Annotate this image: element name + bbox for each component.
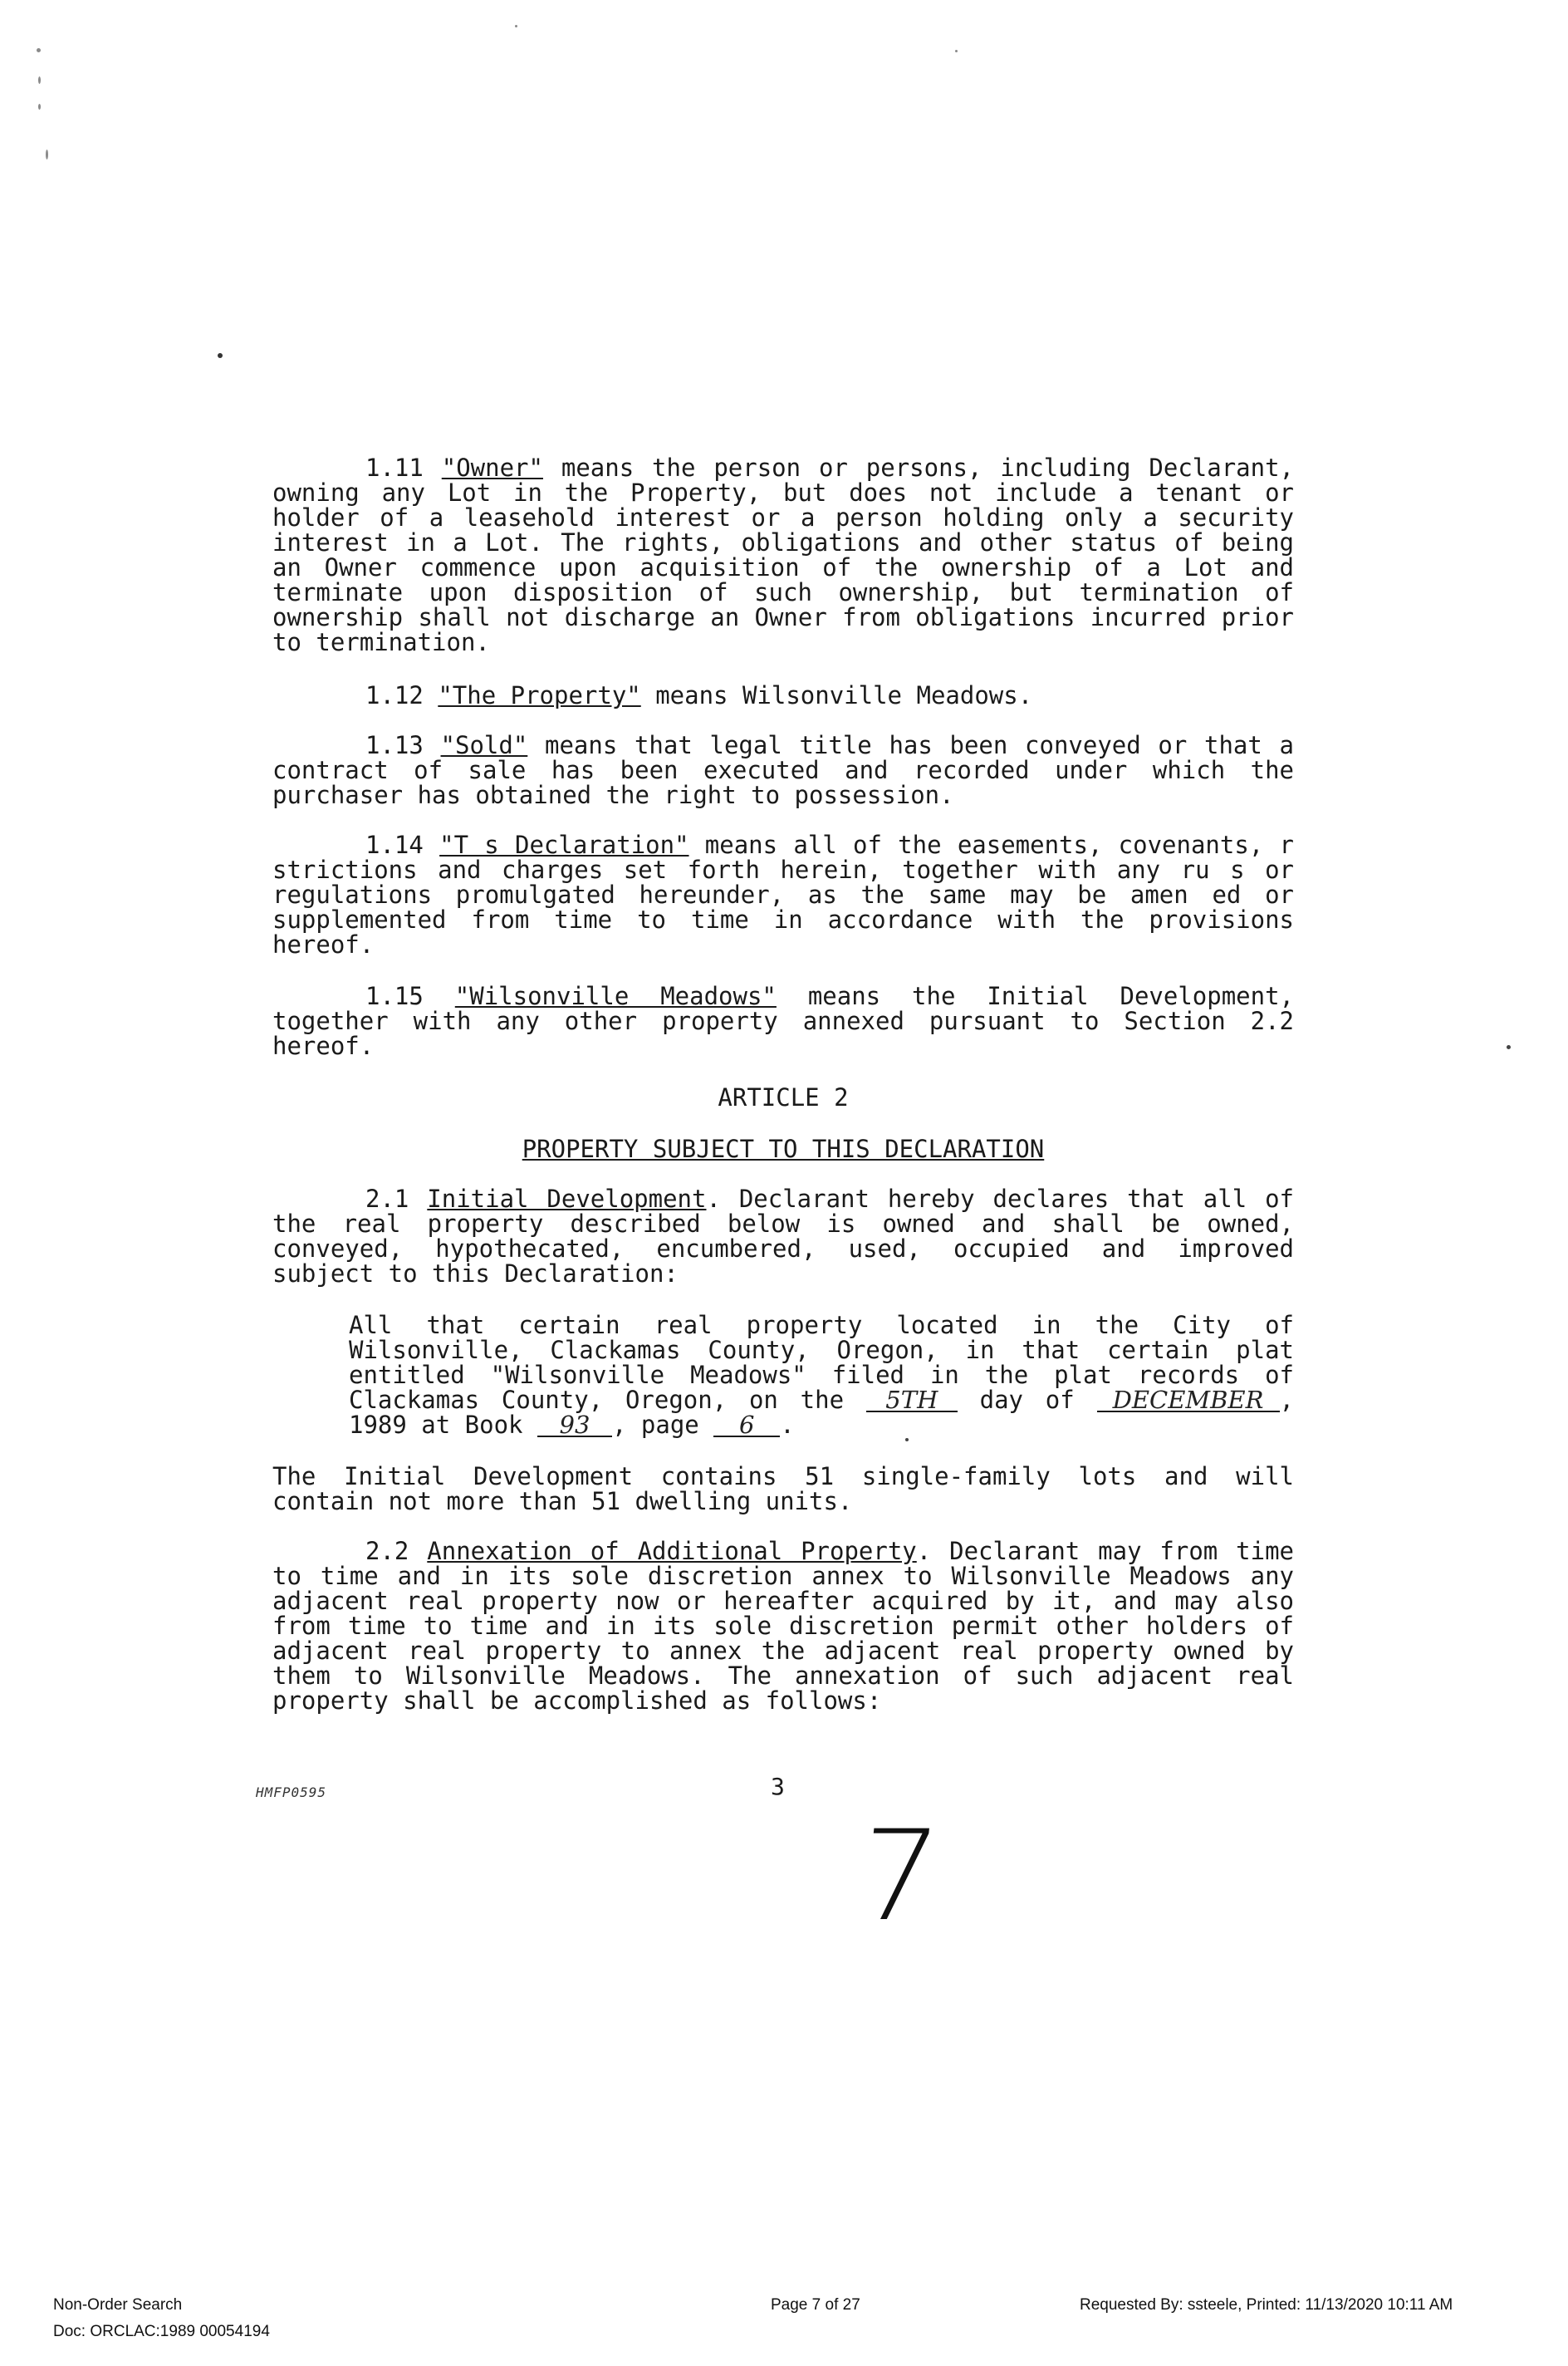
legal-text: , 1989 at Book	[349, 1386, 1294, 1439]
scan-speck	[955, 50, 958, 52]
scan-speck	[38, 104, 41, 110]
article-heading: ARTICLE 2	[718, 1083, 849, 1112]
defined-term-this-declaration: "T s Declaration"	[439, 831, 689, 859]
section-1-14	[272, 832, 1294, 957]
article-title: PROPERTY SUBJECT TO THIS DECLARATION	[522, 1135, 1045, 1163]
section-number: 1.11	[365, 454, 424, 482]
footer-doc-id: Doc: ORCLAC:1989 00054194	[53, 2323, 270, 2340]
definition-text: means that legal title has been conveyed or that a contract of sale has been executed and recorded under which the purchaser has obtained the right to possession.	[272, 731, 1294, 809]
handwritten-book: 93	[537, 1414, 612, 1437]
legal-description	[349, 1313, 1294, 1437]
section-2-1	[272, 1186, 1294, 1286]
legal-text: day of	[957, 1386, 1097, 1414]
handwritten-day: 5TH	[866, 1389, 958, 1412]
footer-page-count: Page 7 of 27	[771, 2296, 860, 2314]
section-text: . Declarant hereby declares that all of the real property described below is owned and shall be owned, conveyed, hypothecated, encumbered, used, occupied and improved subject to this Declaration:	[272, 1185, 1295, 1288]
section-text: . Declarant may from time to time and in its sole discretion annex to Wilsonville Meadows any adjacent real property now or hereafter acquired by it, and may also from time to time and in its sole discretion permit other holders of adjacent real property to annex the adjacent real property owned by them to Wilsonville Meadows. The annexation of such adjacent real property shall be accomplished as follows:	[272, 1537, 1294, 1715]
scan-speck	[218, 353, 223, 358]
definition-text: means the person or persons, including Declarant, owning any Lot in the Property, but does not include a tenant or holder of a leasehold interest or a person holding only a security interest in a Lot. The rights, obligations and other status of being an Owner commence upon acquisition of the ownership of a Lot and terminate upon disposition of such ownership, but termination of ownership shall not discharge an Owner from obligations incurred prior to termination.	[272, 454, 1294, 656]
section-number: 1.14	[365, 831, 424, 859]
defined-term-owner: "Owner"	[441, 454, 543, 482]
section-1-12	[272, 683, 1294, 708]
scan-speck	[37, 48, 41, 52]
scan-speck	[905, 1438, 909, 1441]
scan-speck	[46, 150, 48, 160]
section-number: 2.2	[365, 1537, 409, 1565]
legal-text: , page	[611, 1411, 714, 1439]
handwritten-page: 6	[713, 1414, 780, 1437]
section-2-2	[272, 1539, 1294, 1713]
section-number: 2.1	[365, 1185, 409, 1213]
handwritten-page-number: 7	[850, 1804, 946, 1949]
scan-speck	[515, 25, 517, 27]
section-number: 1.13	[365, 731, 424, 759]
section-1-11	[272, 455, 1294, 655]
page-number: 3	[771, 1773, 785, 1800]
defined-term-wilsonville-meadows: "Wilsonville Meadows"	[454, 982, 777, 1010]
definition-text: means all of the easements, covenants, r strictions and charges set forth herein, together with any ru s or regulations promulgated hereunder, as the same may be amen ed or supplemented from time to time in accordance with the provisions hereof.	[272, 831, 1294, 959]
definition-text: means the Initial Development, together with any other property annexed pursuant to Section 2.2 hereof.	[272, 982, 1295, 1060]
handwritten-month: DECEMBER	[1097, 1389, 1280, 1412]
legal-text: All that certain real property located in the City of Wilsonville, Clackamas County, Oregon, in that certain plat entitled "Wilsonville Meadows" filed in the plat records of Clackamas County, Oregon, on the	[349, 1311, 1294, 1414]
document-code: HMFP0595	[256, 1784, 327, 1800]
definition-text: means Wilsonville Meadows.	[640, 681, 1033, 709]
footer-search-type: Non-Order Search	[53, 2296, 183, 2314]
defined-term-the-property: "The Property"	[438, 681, 641, 709]
section-heading: Annexation of Additional Property	[427, 1537, 917, 1565]
initial-development-note: The Initial Development contains 51 single-family lots and will contain not more than 51 dwelling units.	[272, 1462, 1294, 1515]
scan-speck	[1507, 1045, 1511, 1049]
section-heading: Initial Development	[427, 1185, 707, 1213]
section-1-15	[272, 984, 1294, 1058]
section-number: 1.12	[365, 681, 424, 709]
footer-requested-by: Requested By: ssteele, Printed: 11/13/2020 10:11 AM	[1080, 2296, 1453, 2314]
section-1-13	[272, 733, 1294, 807]
scan-speck	[38, 76, 41, 84]
legal-text: .	[780, 1411, 795, 1439]
section-number: 1.15	[365, 982, 424, 1010]
defined-term-sold: "Sold"	[440, 731, 528, 759]
